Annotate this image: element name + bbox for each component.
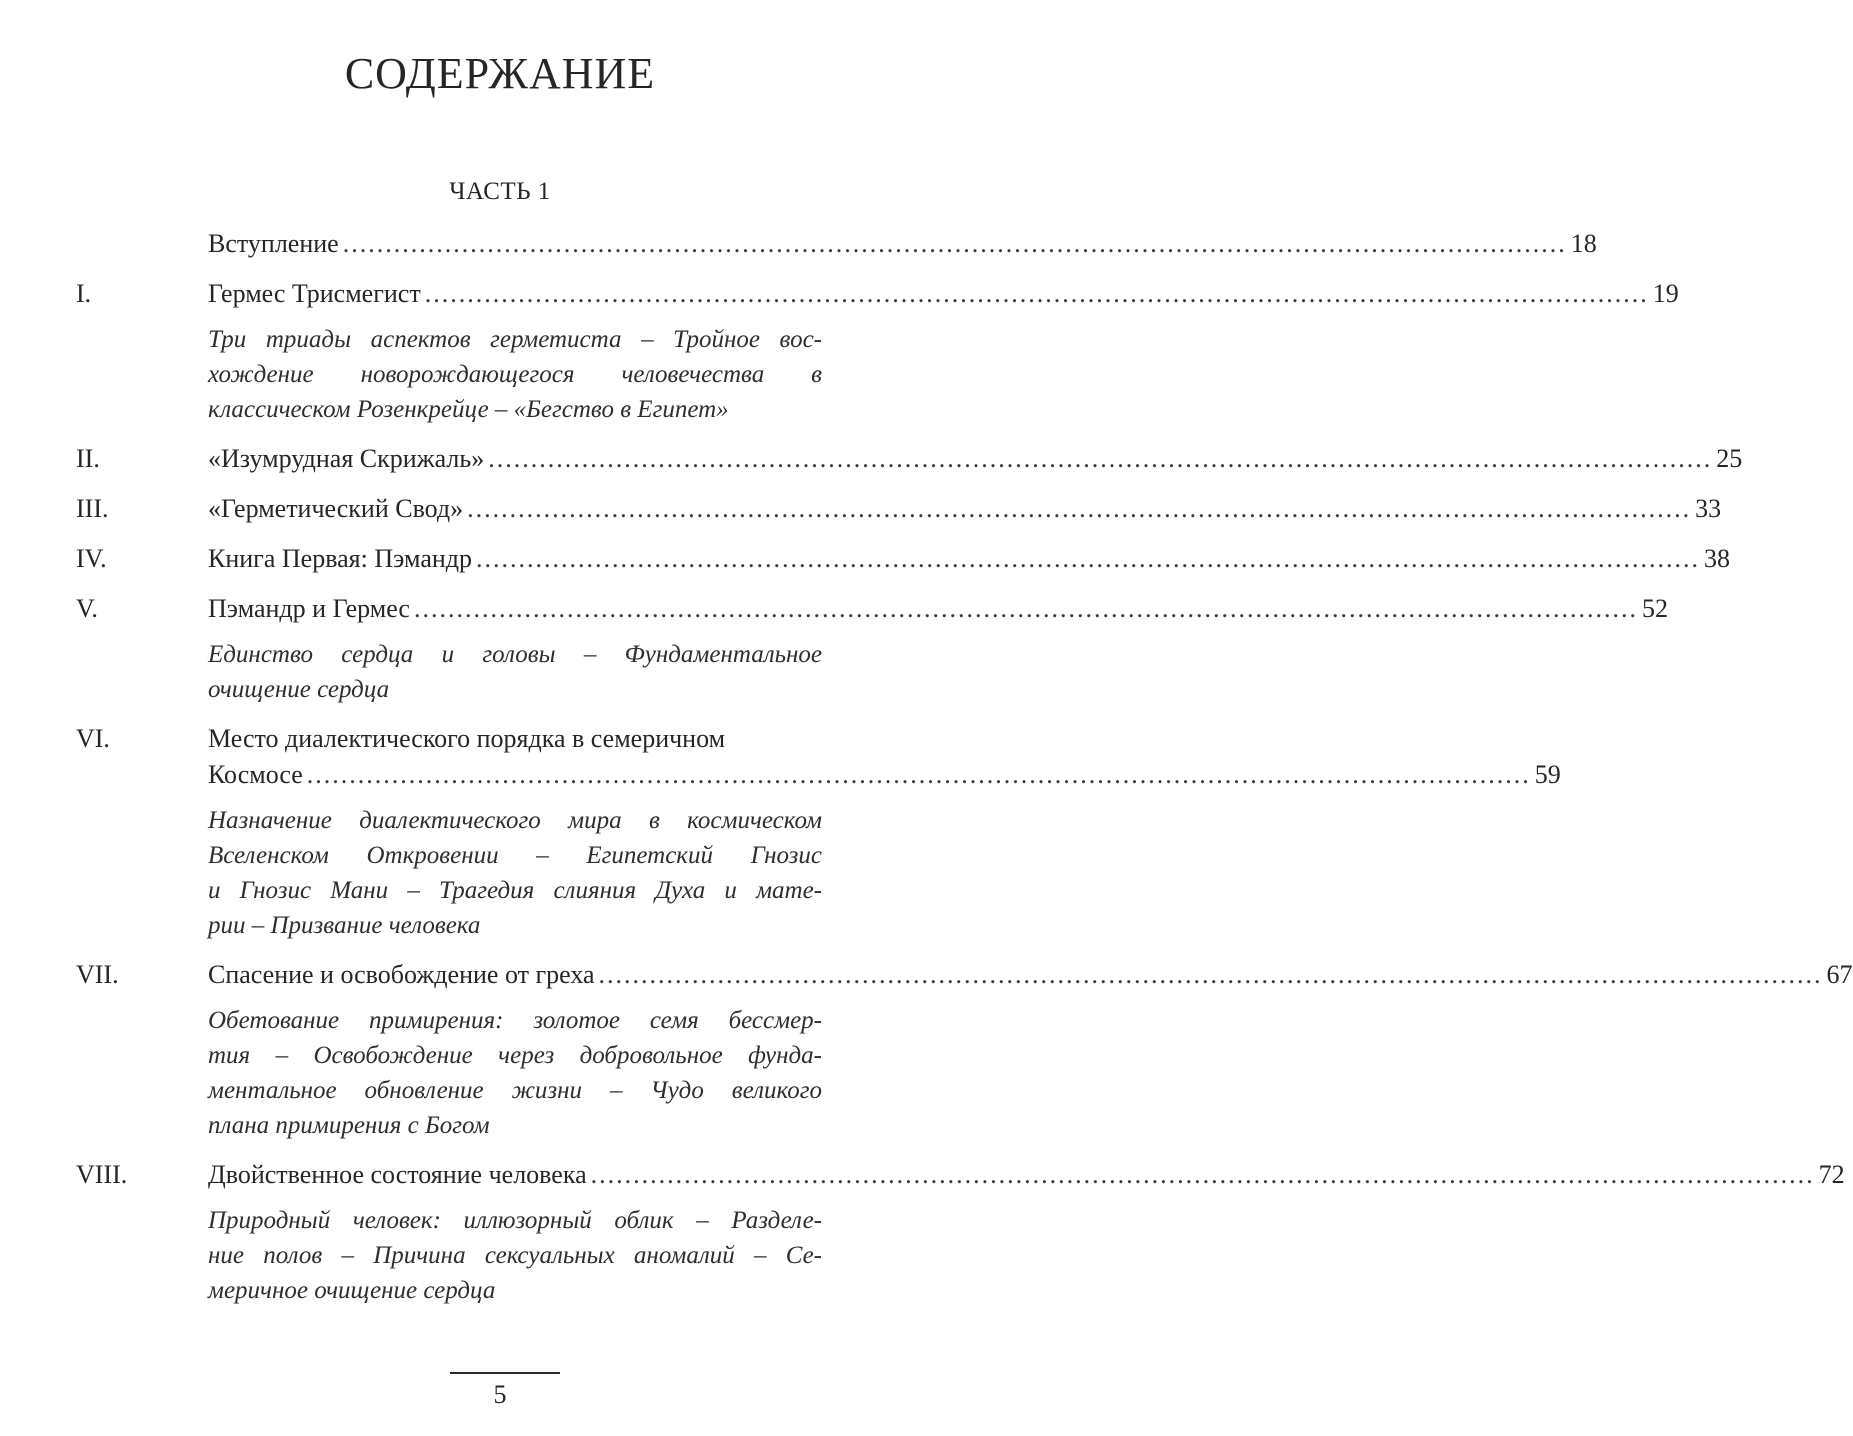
leader-dots: ................................................................................................................................................ <box>598 960 1823 989</box>
chapter-numeral: VI. <box>76 724 110 753</box>
chapter-numeral: I. <box>76 279 92 308</box>
toc-entry <box>76 276 1679 427</box>
leader-dots: ................................................................................................................................................ <box>342 229 1567 258</box>
chapter-numeral: III. <box>76 494 109 523</box>
page-title: СОДЕРЖАНИЕ <box>344 49 656 98</box>
toc-entry <box>76 957 1853 1143</box>
chapter-title: Пэмандр и Гермес <box>208 594 410 623</box>
page-reference: 38 <box>1704 544 1731 573</box>
page-reference: 33 <box>1695 494 1722 523</box>
summary-line: рии – Призвание человека <box>208 912 481 939</box>
chapter-summary <box>208 637 822 707</box>
chapter-title: Гермес Трисмегист <box>208 279 421 308</box>
page-reference: 19 <box>1652 279 1679 308</box>
chapter-numeral: V. <box>76 594 98 623</box>
leader-dots: ................................................................................................................................................ <box>476 544 1701 573</box>
leader-dots: ................................................................................................................................................ <box>424 279 1649 308</box>
toc-entry <box>76 441 1743 477</box>
chapter-title: Вступление <box>208 229 339 258</box>
leader-dots: ................................................................................................................................................ <box>488 444 1713 473</box>
summary-line: меричное очищение сердца <box>208 1277 496 1304</box>
table-of-contents <box>76 226 1853 1322</box>
page-reference: 72 <box>1818 1160 1845 1189</box>
page-number: 5 <box>493 1380 507 1409</box>
chapter-title: «Изумрудная Скрижаль» <box>208 444 485 473</box>
page-reference: 67 <box>1826 960 1853 989</box>
chapter-numeral: VIII. <box>76 1160 128 1189</box>
chapter-title: Двойственное состояние человека <box>208 1160 587 1189</box>
toc-entry <box>76 541 1731 577</box>
footer-rule <box>450 1372 560 1374</box>
summary-line: Природный человек: иллюзорный облик – Разделе- <box>208 1207 822 1234</box>
summary-line: очищение сердца <box>208 676 390 703</box>
summary-line: ментальное обновление жизни – Чудо великого <box>208 1077 822 1104</box>
summary-line: Три триады аспектов герметиста – Тройное вос- <box>208 326 822 353</box>
chapter-numeral: II. <box>76 444 100 473</box>
part-heading: ЧАСТЬ 1 <box>449 178 551 205</box>
leader-dots: ................................................................................................................................................ <box>306 760 1531 789</box>
chapter-title: Космосе <box>208 760 303 789</box>
chapter-title-first-line: Место диалектического порядка в семеричном <box>208 724 726 753</box>
summary-line: тия – Освобождение через добровольное фунда- <box>208 1042 822 1069</box>
chapter-numeral: VII. <box>76 960 119 989</box>
toc-entry <box>76 226 1597 262</box>
chapter-summary <box>208 322 822 427</box>
toc-entry <box>76 491 1722 527</box>
toc-entry <box>76 1157 1845 1308</box>
summary-line: ние полов – Причина сексуальных аномалий – Се- <box>208 1242 822 1269</box>
page-reference: 59 <box>1534 760 1561 789</box>
chapter-title: «Герметический Свод» <box>208 494 464 523</box>
chapter-summary <box>208 1203 822 1308</box>
leader-dots: ................................................................................................................................................ <box>467 494 1692 523</box>
summary-line: Единство сердца и головы – Фундаментальное <box>208 641 822 668</box>
leader-dots: ................................................................................................................................................ <box>590 1160 1815 1189</box>
summary-line: классическом Розенкрейце – «Бегство в Египет» <box>208 396 729 423</box>
leader-dots: ................................................................................................................................................ <box>413 594 1638 623</box>
summary-line: и Гнозис Мани – Трагедия слияния Духа и мате- <box>208 877 822 904</box>
page-reference: 52 <box>1641 594 1668 623</box>
toc-entry <box>76 721 1561 943</box>
page-reference: 18 <box>1570 229 1597 258</box>
summary-line: хождение новорождающегося человечества в <box>208 361 822 388</box>
page-reference: 25 <box>1716 444 1743 473</box>
summary-line: плана примирения с Богом <box>208 1112 490 1139</box>
chapter-summary <box>208 1003 822 1143</box>
chapter-title: Книга Первая: Пэмандр <box>208 544 473 573</box>
toc-entry <box>76 591 1668 707</box>
summary-line: Назначение диалектического мира в космическом <box>208 807 822 834</box>
chapter-summary <box>208 803 822 943</box>
chapter-numeral: IV. <box>76 544 107 573</box>
chapter-title: Спасение и освобождение от греха <box>208 960 595 989</box>
summary-line: Вселенском Откровении – Египетский Гнозис <box>208 842 822 869</box>
summary-line: Обетование примирения: золотое семя бессмер- <box>208 1007 822 1034</box>
